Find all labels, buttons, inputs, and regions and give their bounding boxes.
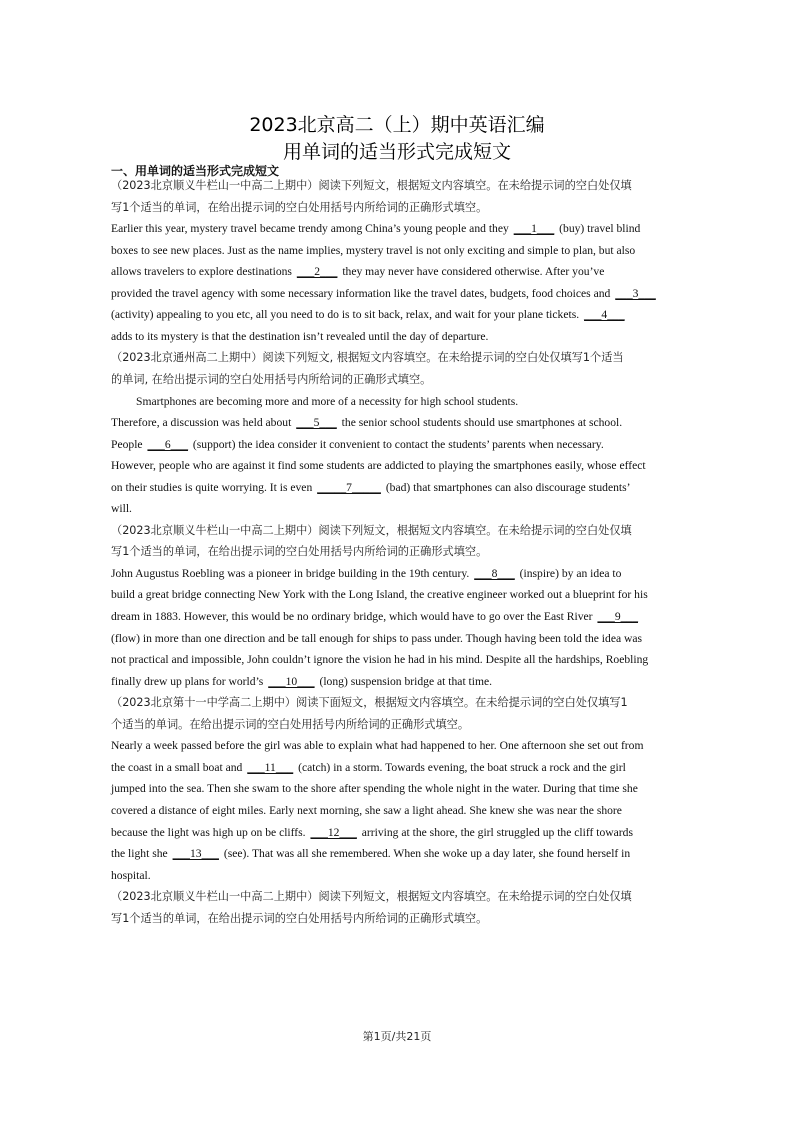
passage-text-line	[111, 222, 640, 236]
answer-blank[interactable]: ___5___	[296, 416, 337, 430]
passage-text-line	[111, 869, 151, 883]
passage-source-line: 个适当的单词。在给出提示词的空白处用括号内所给词的正确形式填空。	[111, 717, 470, 731]
passage-text-line	[111, 481, 631, 495]
text-segment: (bad) that smartphones can also discourage students’	[382, 480, 631, 494]
passage-source-line: （2023北京通州高二上期中）阅读下列短文, 根据短文内容填空。在未给提示词的空白处仅填写1个适当	[111, 351, 624, 365]
answer-blank[interactable]: ___13___	[172, 847, 219, 861]
text-segment: allows travelers to explore destinations	[111, 265, 295, 279]
text-segment: the light she	[111, 847, 171, 861]
passage-text-line	[111, 847, 630, 861]
passage-text-line	[111, 330, 488, 344]
text-segment: adds to its mystery is that the destination isn’t revealed until the day of departure.	[111, 329, 489, 343]
text-segment: hospital.	[111, 868, 151, 882]
text-segment: the senior school students should use smartphones at school.	[338, 416, 623, 430]
text-segment: (support) the idea consider it convenient to contact the students’ parents when necessary.	[190, 437, 604, 451]
passage-text-line	[111, 804, 622, 818]
text-segment: build a great bridge connecting New York with the Long Island, the creative engineer worked out a blueprint for his	[111, 588, 648, 602]
text-segment: dream in 1883. However, this would be no ordinary bridge, which would have to go over the East River	[111, 610, 596, 623]
text-segment: provided the travel agency with some necessary information like the travel dates, budgets, food choices and	[111, 286, 614, 300]
passage-text-line	[111, 739, 643, 753]
text-segment: Smartphones are becoming more and more of a necessity for high school students.	[136, 394, 519, 408]
text-segment: will.	[111, 502, 132, 516]
text-segment: on their studies is quite worrying. It is even	[111, 480, 316, 494]
text-segment: (activity) appealing to you etc, all you need to do is to sit back, relax, and wait for your plane tickets.	[111, 308, 583, 322]
passage-text-line	[111, 502, 132, 516]
text-segment: (long) suspension bridge at that time.	[316, 674, 493, 688]
passage-text-line	[111, 653, 648, 667]
text-segment: because the light was high up on be cliffs.	[111, 825, 309, 839]
passage-text-line	[111, 438, 604, 452]
passage-source-line: （2023北京顺义牛栏山一中高二上期中）阅读下列短文，根据短文内容填空。在未给提示词的空白处仅填	[111, 890, 632, 904]
passage-text-line	[111, 459, 646, 473]
passage-text-line	[111, 567, 621, 581]
text-segment: (buy) travel blind	[556, 222, 641, 236]
passage-text-line	[111, 632, 642, 646]
passage-source-line: 写1个适当的单词，在给出提示词的空白处用括号内所给词的正确形式填空。	[111, 200, 488, 214]
passage-source-line: （2023北京顺义牛栏山一中高二上期中）阅读下列短文，根据短文内容填空。在未给提示词的空白处仅填	[111, 179, 632, 192]
answer-blank[interactable]: ___8___	[474, 566, 515, 580]
passage-text-line	[111, 782, 638, 796]
text-segment: (catch) in a storm. Towards evening, the boat struck a rock and the girl	[295, 760, 626, 774]
page-subtitle: 用单词的适当形式完成短文	[282, 141, 511, 163]
passage-text-line	[111, 265, 604, 279]
text-segment: jumped into the sea. Then she swam to the shore after spending the whole night in the water. During that time she	[111, 782, 638, 796]
passage-source-line: 的单词, 在给出提示词的空白处用括号内所给词的正确形式填空。	[111, 372, 432, 386]
passage-text-line	[111, 244, 635, 258]
text-segment: the coast in a small boat and	[111, 760, 246, 774]
text-segment: (flow) in more than one direction and be tall enough for ships to pass under. Though having been told the idea was	[111, 631, 643, 645]
text-segment: People	[111, 437, 146, 451]
answer-blank[interactable]: ___4___	[584, 308, 625, 322]
text-segment: boxes to see new places. Just as the name implies, mystery travel is not only exciting and simple to plan, but also	[111, 243, 636, 257]
page-footer: 第1页/共21页	[362, 1030, 432, 1043]
passage-text-line	[111, 610, 640, 624]
passage-text-line	[111, 416, 622, 430]
answer-blank[interactable]: ___2___	[296, 265, 338, 279]
passage-source-line: 写1个适当的单词，在给出提示词的空白处用括号内所给词的正确形式填空。	[111, 545, 488, 559]
answer-blank[interactable]: ___10___	[268, 674, 315, 688]
answer-blank[interactable]: _____7_____	[317, 480, 381, 494]
answer-blank[interactable]: ___9___	[597, 610, 639, 623]
passage-text-line	[111, 287, 658, 301]
section-heading: 一、用单词的适当形式完成短文	[111, 164, 280, 178]
passage-source-line: （2023北京第十一中学高二上期中）阅读下面短文，根据短文内容填空。在未给提示词的空白处仅填写1	[111, 696, 628, 710]
answer-blank[interactable]: ___1___	[513, 222, 555, 236]
passage-text-line	[111, 308, 627, 322]
passage-text-line	[136, 395, 518, 409]
page-title: 2023北京高二（上）期中英语汇编	[249, 114, 545, 136]
text-segment: John Augustus Roebling was a pioneer in bridge building in the 19th century.	[111, 566, 473, 580]
text-segment: Therefore, a discussion was held about	[111, 416, 295, 430]
text-segment: finally drew up plans for world’s	[111, 674, 267, 688]
passage-text-line	[111, 675, 492, 689]
answer-blank[interactable]: ___12___	[310, 825, 357, 839]
text-segment: Earlier this year, mystery travel became trendy among China’s young people and they	[111, 222, 512, 236]
text-segment: covered a distance of eight miles. Early next morning, she saw a light ahead. She knew she was near the shore	[111, 803, 622, 817]
passage-text-line	[111, 761, 626, 775]
text-segment: Nearly a week passed before the girl was able to explain what had happened to her. One afternoon she set out from	[111, 739, 644, 753]
text-segment: (see). That was all she remembered. When she woke up a day later, she found herself in	[220, 847, 631, 861]
text-segment: they may never have considered otherwise. After you’ve	[339, 265, 605, 279]
passage-source-line: 写1个适当的单词，在给出提示词的空白处用括号内所给词的正确形式填空。	[111, 911, 488, 925]
text-segment: However, people who are against it find some students are addicted to playing the smartphones easily, whose effect	[111, 459, 646, 473]
passage-text-line	[111, 826, 633, 840]
passage-source-line: （2023北京顺义牛栏山一中高二上期中）阅读下列短文，根据短文内容填空。在未给提示词的空白处仅填	[111, 523, 632, 537]
passage-text-line	[111, 588, 648, 602]
text-segment: arriving at the shore, the girl struggled up the cliff towards	[358, 825, 633, 839]
answer-blank[interactable]: ___6___	[147, 437, 189, 451]
text-segment: (inspire) by an idea to	[516, 566, 622, 580]
answer-blank[interactable]: ___11___	[247, 760, 294, 774]
answer-blank[interactable]: ___3___	[615, 286, 656, 300]
text-segment: not practical and impossible, John couldn’t ignore the vision he had in his mind. Despite all the hardships, Roebling	[111, 653, 649, 667]
